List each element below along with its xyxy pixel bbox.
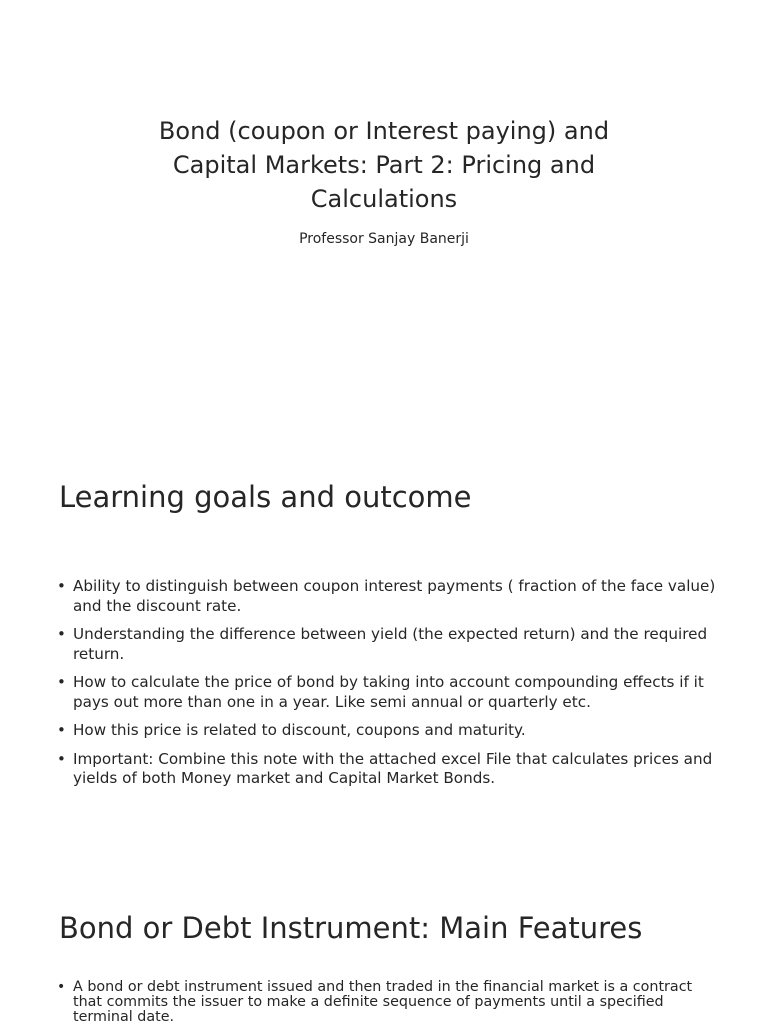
bullet-text: Ability to distinguish between coupon interest payments ( fraction of the face value) and the discount rate.	[73, 577, 716, 615]
bullet-list	[56, 980, 716, 1024]
slide-heading: Learning goals and outcome	[59, 480, 472, 514]
bullet-icon: •	[57, 625, 66, 643]
presentation-title	[84, 114, 684, 216]
list-item	[56, 577, 716, 616]
list-item	[56, 673, 716, 712]
list-item	[56, 721, 716, 741]
bullet-text: Important: Combine this note with the attached excel File that calculates prices and yields of both Money market and Capital Market Bonds.	[73, 749, 713, 787]
bullet-text: How to calculate the price of bond by taking into account compounding effects if it pays out more than one in a year. Like semi annual or quarterly etc.	[73, 673, 704, 711]
bullet-text: A bond or debt instrument issued and then traded in the financial market is a contract that commits the issuer to make a definite sequence of payments until a specified terminal date.	[73, 979, 693, 1024]
bullet-icon: •	[57, 749, 66, 768]
bullet-icon: •	[57, 673, 66, 691]
list-item	[56, 750, 716, 789]
bullet-icon: •	[57, 979, 66, 995]
presenter-name: Professor Sanjay Banerji	[299, 231, 469, 247]
main-features-slide	[0, 864, 768, 1024]
slide-heading: Bond or Debt Instrument: Main Features	[59, 911, 643, 945]
bullet-text: How this price is related to discount, coupons and maturity.	[73, 721, 526, 739]
learning-goals-slide	[0, 432, 768, 864]
bullet-list	[56, 577, 716, 798]
list-item	[56, 980, 716, 1024]
title-line-3: Calculations	[310, 185, 458, 213]
title-slide	[0, 0, 768, 432]
bullet-text: Understanding the difference between yield (the expected return) and the required return.	[73, 625, 708, 663]
title-line-2: Capital Markets: Part 2: Pricing and	[172, 151, 596, 179]
bullet-icon: •	[57, 721, 66, 739]
title-line-1: Bond (coupon or Interest paying) and	[158, 117, 610, 145]
bullet-icon: •	[57, 577, 66, 595]
list-item	[56, 625, 716, 664]
